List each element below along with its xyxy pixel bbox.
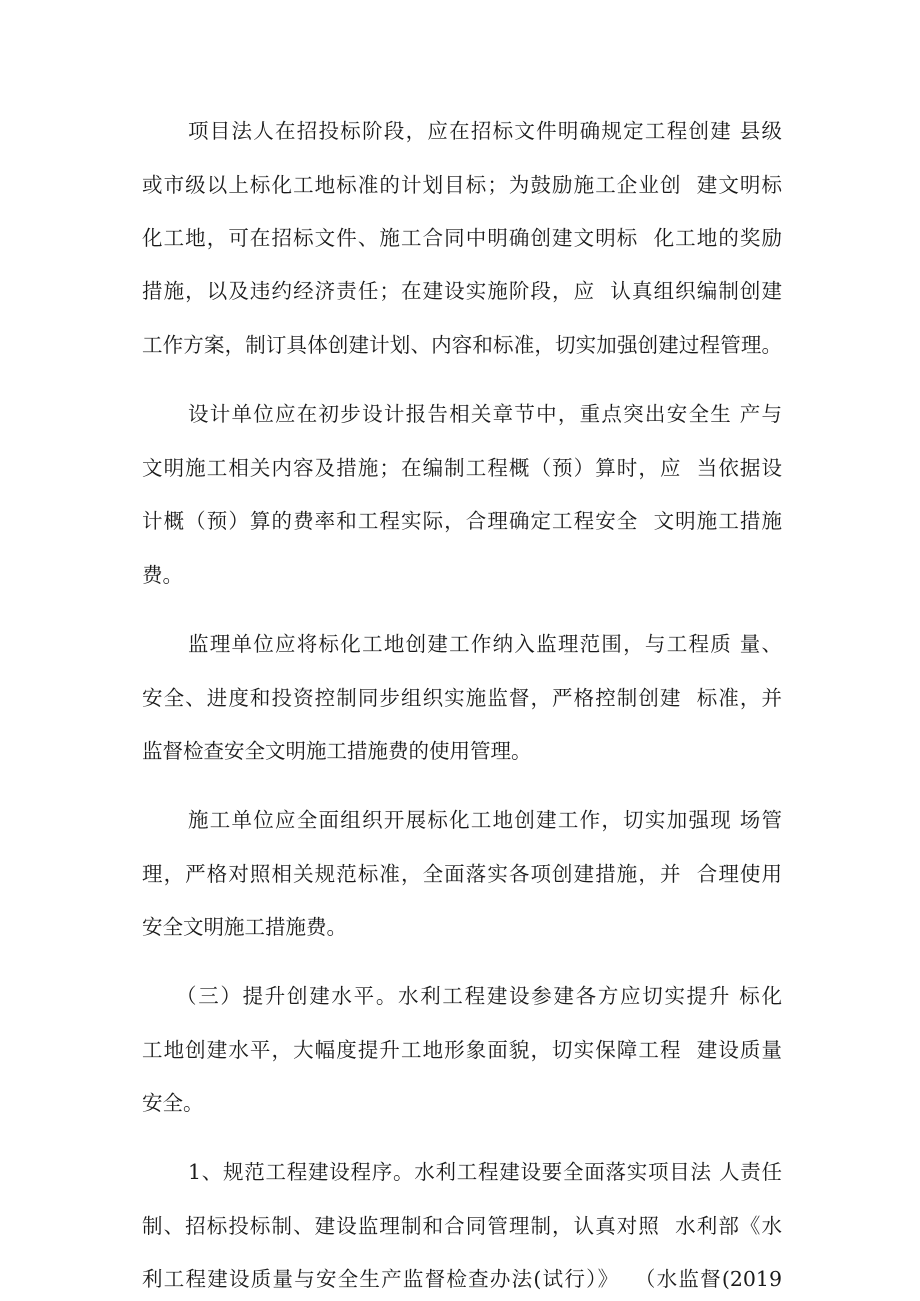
paragraph-line: 措施，以及违约经济责任；在建设实施阶段，应 认真组织编制创建 [142,279,782,303]
paragraph-line: 1、规范工程建设程序。水利工程建设要全面落实项目法 人责任 [188,1160,782,1184]
paragraph-line: （三）提升创建水平。水利工程建设参建各方应切实提升 标化 [176,984,782,1008]
paragraph-line: 项目法人在招投标阶段，应在招标文件明确规定工程创建 县级 [188,119,782,143]
paragraph-line: 理，严格对照相关规范标准，全面落实各项创建措施，并 合理使用 [142,862,782,886]
paragraph-line: 监理单位应将标化工地创建工作纳入监理范围，与工程质 量、 [188,632,782,656]
paragraph-line: 安全。 [142,1091,204,1115]
paragraph-line: 安全、进度和投资控制同步组织实施监督，严格控制创建 标准，并 [142,686,782,710]
paragraph-line: 制、招标投标制、建设监理制和合同管理制，认真对照 水利部《水 [142,1214,782,1238]
paragraph-line: 利工程建设质量与安全生产监督检查办法(试行）》 （水监督(2019 [142,1267,782,1291]
paragraph-line: 费。 [142,563,183,587]
paragraph-line: 监督检查安全文明施工措施费的使用管理。 [142,739,532,763]
paragraph-line: 施工单位应全面组织开展标化工地创建工作，切实加强现 场管 [188,808,782,832]
paragraph-line: 设计单位应在初步设计报告相关章节中，重点突出安全生 产与 [188,402,782,426]
paragraph-line: 安全文明施工措施费。 [142,915,347,939]
paragraph-line: 化工地，可在招标文件、施工合同中明确创建文明标 化工地的奖励 [142,226,782,250]
paragraph-line: 工地创建水平，大幅度提升工地形象面貌，切实保障工程 建设质量 [142,1038,782,1062]
paragraph-line: 工作方案，制订具体创建计划、内容和标准，切实加强创建过程管理。 [142,333,782,357]
paragraph-line: 或市级以上标化工地标准的计划目标；为鼓励施工企业创 建文明标 [142,173,782,197]
paragraph-line: 文明施工相关内容及措施；在编制工程概（预）算时，应 当依据设 [142,456,782,480]
paragraph-line: 计概（预）算的费率和工程实际，合理确定工程安全 文明施工措施 [142,509,782,533]
